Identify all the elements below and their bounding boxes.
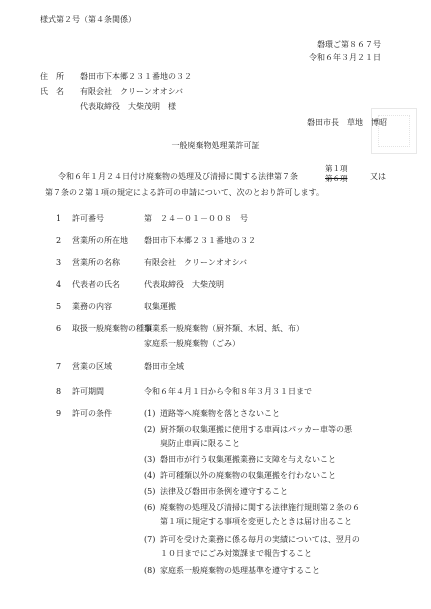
condition-text: 法律及び磐田市条例を遵守すること	[160, 487, 288, 496]
issue-date: 令和６年３月２１日	[309, 53, 381, 62]
item-number: 3	[56, 258, 62, 267]
condition-text: 磐田市が行う収集運搬業務に支障を与えないこと	[160, 455, 336, 464]
condition-text: 許可を受けた業務に係る毎月の実績については、翌月の	[160, 535, 360, 544]
item-value: 磐田市下本郷２３１番地の３２	[144, 236, 256, 245]
condition-item	[144, 455, 336, 465]
condition-item	[144, 487, 288, 497]
item-number: 8	[56, 387, 62, 396]
item-value: 令和６年４月１日から令和８年３月３１日まで	[144, 387, 312, 396]
item-label: 営業の区域	[72, 362, 112, 371]
item-value: 有限会社 クリーンオオシバ	[144, 258, 248, 267]
condition-text: 道路等へ廃棄物を落とさないこと	[160, 409, 280, 418]
body-line1: 令和６年１月２４日付け廃棄物の処理及び清掃に関する法律第７条	[58, 172, 298, 181]
item-value: 代表取締役 大柴茂明	[144, 280, 224, 289]
item-value: 磐田市全域	[144, 362, 184, 371]
item-label: 業務の内容	[72, 302, 112, 311]
issuer-name: 磐田市長 草地 博昭	[307, 118, 387, 127]
item-value: 事業系一般廃棄物（厨芥類、木屑、紙、布）	[144, 324, 304, 333]
form-number: 様式第２号（第４条関係）	[40, 15, 136, 24]
item-value-secondary: 家庭系一般廃棄物（ごみ）	[144, 339, 240, 348]
body-line2: 第７条の２第１項の規定による許可の申請について、次のとおり許可します。	[45, 188, 325, 197]
item-value: 収集運搬	[144, 302, 176, 311]
condition-number: (5)	[144, 487, 156, 496]
condition-item	[144, 425, 352, 449]
recipient-representative: 代表取締役 大柴茂明 様	[80, 102, 176, 111]
condition-text: 厨芥類の収集運搬に使用する車両はパッカー車等の悪	[160, 425, 352, 434]
condition-item	[144, 535, 360, 559]
item-label: 営業所の名称	[72, 258, 120, 267]
item-number: 7	[56, 362, 62, 371]
document-number: 磐環ご第８６７号	[317, 40, 381, 49]
item-number: 5	[56, 302, 62, 311]
item-label: 許可の条件	[72, 409, 112, 418]
condition-text: 家庭系一般廃棄物の処理基準を遵守すること	[160, 566, 320, 575]
clause-6-struck: 第６項	[325, 174, 348, 183]
condition-number: (3)	[144, 455, 156, 464]
condition-number: (1)	[144, 409, 156, 418]
body-or: 又は	[370, 172, 386, 181]
condition-item	[144, 566, 320, 576]
condition-text: 臭防止車両に限ること	[160, 439, 240, 448]
recipient-address: 磐田市下本郷２３１番地の３２	[80, 72, 192, 81]
name-label: 氏 名	[40, 87, 64, 96]
item-number: 6	[56, 324, 62, 333]
item-number: 1	[56, 214, 62, 223]
condition-number: (2)	[144, 425, 156, 434]
item-label: 営業所の所在地	[72, 236, 128, 245]
address-label: 住 所	[40, 72, 64, 81]
condition-text: 許可種類以外の廃棄物の収集運搬を行わないこと	[160, 471, 336, 480]
condition-number: (8)	[144, 566, 156, 575]
item-label: 代表者の氏名	[72, 280, 120, 289]
item-number: 2	[56, 236, 62, 245]
condition-number: (4)	[144, 471, 156, 480]
condition-number: (6)	[144, 503, 156, 512]
item-label: 許可番号	[72, 214, 104, 223]
condition-text: １０日までにごみ対策課まで報告すること	[160, 549, 312, 558]
condition-item	[144, 409, 280, 419]
item-label: 取扱一般廃棄物の種類	[72, 324, 152, 333]
clause-1: 第１項	[325, 164, 348, 173]
document-title: 一般廃棄物処理業許可証	[171, 141, 260, 150]
item-number: 9	[56, 409, 62, 418]
condition-text: 廃棄物の処理及び清掃に関する法律施行規則第２条の６	[160, 503, 360, 512]
item-label: 許可期間	[72, 387, 104, 396]
condition-item	[144, 503, 360, 527]
item-number: 4	[56, 280, 62, 289]
condition-number: (7)	[144, 535, 156, 544]
condition-text: 第１項に規定する事項を変更したときは届け出ること	[160, 517, 352, 526]
item-value: 第 ２４－０１－００８ 号	[144, 214, 248, 223]
condition-item	[144, 471, 336, 481]
recipient-company: 有限会社 クリーンオオシバ	[80, 87, 184, 96]
